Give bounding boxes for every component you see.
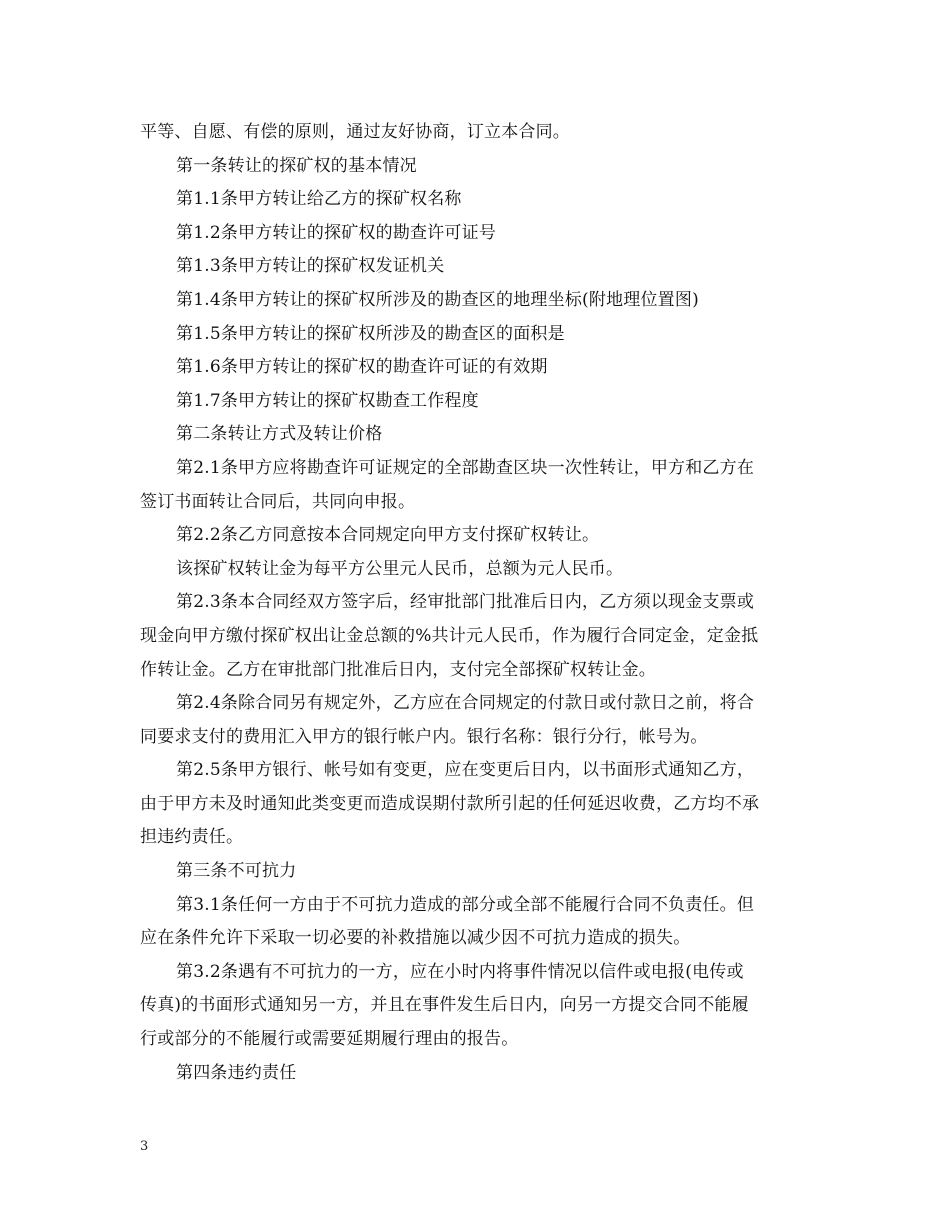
text-line: 第1.1条甲方转让给乙方的探矿权名称 (176, 189, 462, 210)
text-line: 第1.2条甲方转让的探矿权的勘查许可证号 (176, 222, 497, 243)
text-line: 由于甲方未及时通知此类变更而造成误期付款所引起的任何延迟收费，乙方均不承 (140, 793, 760, 814)
text-line: 第1.4条甲方转让的探矿权所涉及的勘查区的地理坐标(附地理位置图) (176, 289, 699, 310)
text-line: 第一条转让的探矿权的基本情况 (176, 155, 417, 176)
text-line: 作转让金。乙方在审批部门批准后日内，支付完全部探矿权转让金。 (140, 659, 656, 680)
text-line: 应在条件允许下采取一切必要的补救措施以减少因不可抗力造成的损失。 (140, 928, 691, 949)
text-line: 担违约责任。 (140, 827, 244, 848)
text-line: 传真)的书面形式通知另一方，并且在事件发生后日内，向另一方提交合同不能履 (140, 995, 749, 1016)
text-line: 第1.6条甲方转让的探矿权的勘查许可证的有效期 (176, 357, 548, 378)
text-line: 第1.7条甲方转让的探矿权勘查工作程度 (176, 390, 479, 411)
text-line: 第三条不可抗力 (176, 861, 297, 882)
text-line: 第2.5条甲方银行、帐号如有变更，应在变更后日内，以书面形式通知乙方， (176, 760, 755, 781)
text-line: 平等、自愿、有偿的原则，通过友好协商，订立本合同。 (140, 122, 570, 142)
text-line: 第2.1条甲方应将勘查许可证规定的全部勘查区块一次性转让，甲方和乙方在 (176, 457, 755, 478)
text-line: 该探矿权转让金为每平方公里元人民币，总额为元人民币。 (176, 558, 624, 579)
text-line: 行或部分的不能履行或需要延期履行理由的报告。 (140, 1029, 519, 1050)
text-line: 第3.2条遇有不可抗力的一方，应在小时内将事件情况以信件或电报(电传或 (176, 961, 744, 982)
text-line: 同要求支付的费用汇入甲方的银行帐户内。银行名称：银行分行，帐号为。 (140, 726, 708, 747)
text-line: 第3.1条任何一方由于不可抗力造成的部分或全部不能履行合同不负责任。但 (176, 894, 755, 915)
text-line: 第二条转让方式及转让价格 (176, 424, 383, 445)
text-line: 第2.3条本合同经双方签字后，经审批部门批准后日内，乙方须以现金支票或 (176, 592, 755, 613)
page-number: 3 (140, 1139, 149, 1154)
text-line: 第四条违约责任 (176, 1062, 297, 1083)
text-line: 签订书面转让合同后，共同向申报。 (140, 491, 416, 512)
text-line: 现金向甲方缴付探矿权出让金总额的%共计元人民币，作为履行合同定金，定金抵 (140, 625, 759, 646)
text-line: 第2.4条除合同另有规定外，乙方应在合同规定的付款日或付款日之前，将合 (176, 693, 755, 714)
text-line: 第1.3条甲方转让的探矿权发证机关 (176, 256, 445, 277)
document-body (140, 116, 816, 1090)
text-line: 第1.5条甲方转让的探矿权所涉及的勘查区的面积是 (176, 323, 565, 344)
text-line: 第2.2条乙方同意按本合同规定向甲方支付探矿权转让。 (176, 525, 600, 546)
